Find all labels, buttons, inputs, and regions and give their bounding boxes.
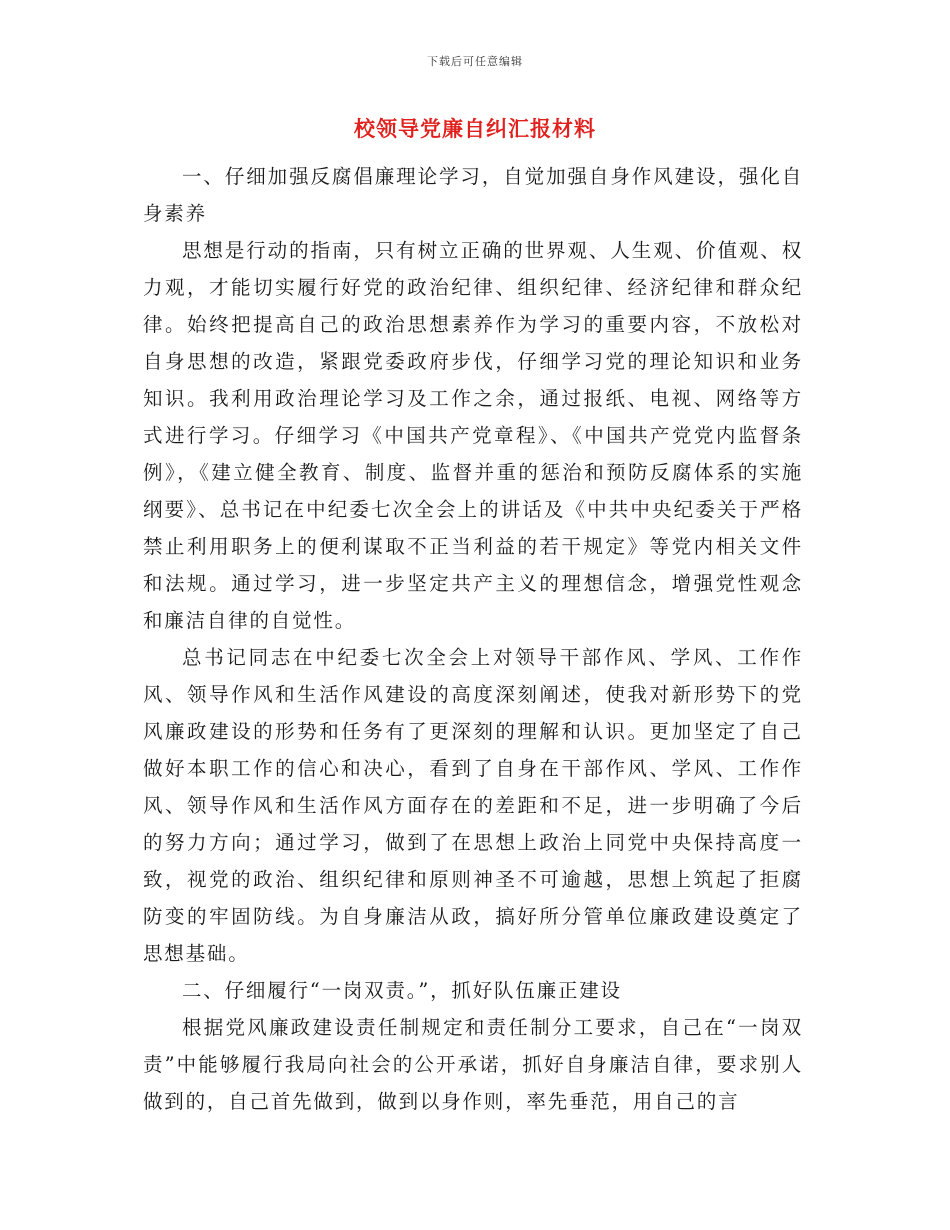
- document-body: [143, 158, 803, 1120]
- header-note: 下载后可任意编辑: [427, 55, 523, 68]
- body-paragraph: 思想是行动的指南，只有树立正确的世界观、人生观、价值观、权力观，才能切实履行好党的政治纪律、组织纪律、经济纪律和群众纪律。始终把提高自己的政治思想素养作为学习的重要内容，不放松对自身思想的改造，紧跟党委政府步伐，仔细学习党的理论知识和业务知识。我利用政治理论学习及工作之余，通过报纸、电视、网络等方式进行学习。仔细学习《中国共产党章程》、《中国共产党党内监督条例》，《建立健全教育、制度、监督并重的惩治和预防反腐体系的实施纲要》、总书记在中纪委七次全会上的讲话及《中共中央纪委关于严格禁止利用职务上的便利谋取不正当利益的若干规定》等党内相关文件和法规。通过学习，进一步坚定共产主义的理想信念，增强党性观念和廉洁自律的自觉性。: [143, 239, 803, 632]
- body-paragraph: 总书记同志在中纪委七次全会上对领导干部作风、学风、工作作风、领导作风和生活作风建设的高度深刻阐述，使我对新形势下的党风廉政建设的形势和任务有了更深刻的理解和认识。更加坚定了自己做好本职工作的信心和决心，看到了自身在干部作风、学风、工作作风、领导作风和生活作风方面存在的差距和不足，进一步明确了今后的努力方向；通过学习，做到了在思想上政治上同党中央保持高度一致，视党的政治、组织纪律和原则神圣不可逾越，思想上筑起了拒腐防变的牢固防线。为自身廉洁从政，搞好所分管单位廉政建设奠定了思想基础。: [143, 646, 803, 965]
- section-heading-2: 二、仔细履行“一岗双责。”，抓好队伍廉正建设: [182, 979, 622, 1002]
- body-paragraph: 根据党风廉政建设责任制规定和责任制分工要求，自己在“一岗双责”中能够履行我局向社会的公开承诺，抓好自身廉洁自律，要求别人做到的，自己首先做到，做到以身作则，率先垂范，用自己的言: [143, 1016, 803, 1113]
- document-title: 校领导党廉自纠汇报材料: [354, 117, 596, 141]
- section-heading-1: 一、仔细加强反腐倡廉理论学习，自觉加强自身作风建设，强化自身素养: [143, 165, 803, 225]
